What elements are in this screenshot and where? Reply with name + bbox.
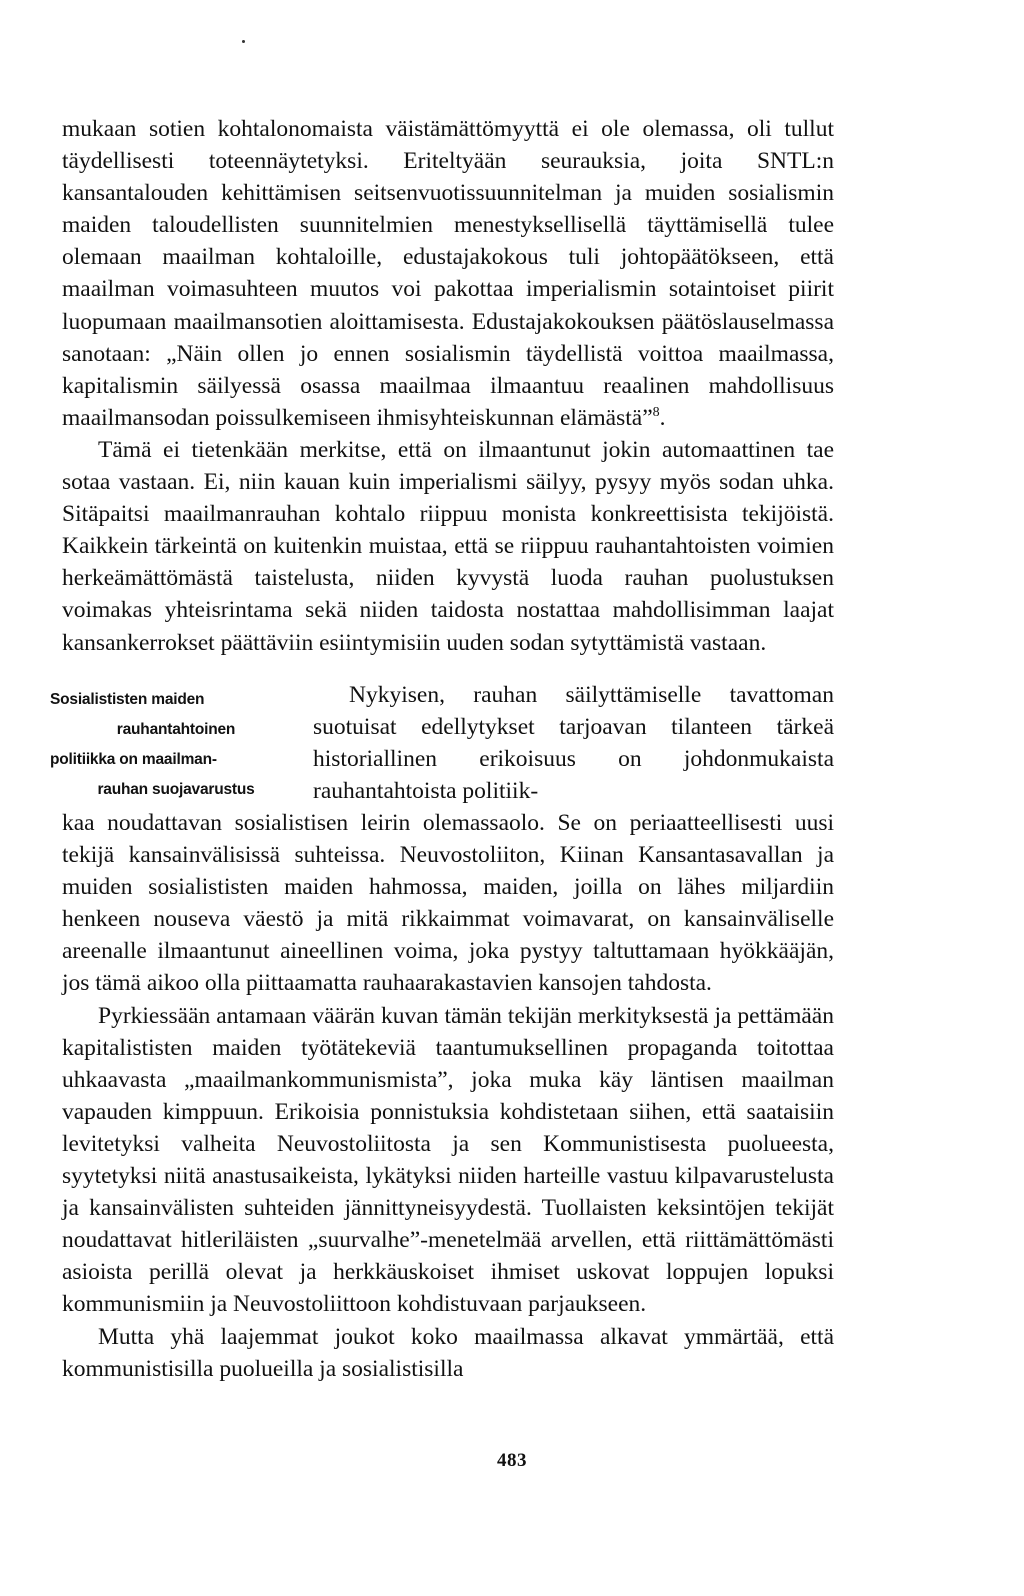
margin-heading xyxy=(50,685,302,805)
margin-heading-line: rauhantahtoinen xyxy=(116,721,236,738)
paragraph: Tämä ei tietenkään merkitse, että on ilmaantunut jokin automaattinen tae sotaa vastaan. Ei, niin kauan kuin imperialismi säilyy, pysyy myös sodan uhka. Sitäpaitsi maailmanrauhan kohtalo riippuu monista konkreettisista tekijöistä. Kaikkein tärkeintä on kuitenkin muistaa, että se riippuu rauhantahtoisten voimien herkeämättömästä taistelusta, niiden kyvystä luoda rauhan puolustuksen voimakas yhteisrintama sekä niiden taidosta nostattaa mahdollisimman laajat kansankerrokset päättäviin esiintymisiin uuden sodan sytyttämistä vastaan. xyxy=(62,436,834,656)
paragraph: Nykyisen, rauhan säilyttämiselle tavattoman suotuisat edellytykset tarjoavan tilanteen tärkeä historiallinen erikoisuus on johdonmukaista rauhantahtoista politiik- xyxy=(313,682,834,805)
paragraph: Mutta yhä laajemmat joukot koko maailmassa alkavat ymmärtää, että kommunistisilla puolueilla ja sosialistisilla xyxy=(62,1323,834,1382)
body-text-bottom xyxy=(62,807,834,1385)
page-number: 483 xyxy=(497,1450,527,1471)
margin-heading-line: rauhan suojavarustus xyxy=(97,781,255,798)
print-speck xyxy=(242,40,245,43)
body-text-beside-heading xyxy=(313,679,834,807)
paragraph: kaa noudattavan sosialistisen leirin olemassaolo. Se on periaatteellisesti uusi tekijä kansainvälisissä suhteissa. Neuvostoliiton, Kiinan Kansantasavallan ja muiden sosialististen maiden hahmossa, maiden, joilla on lähes miljardiin henkeen nouseva väestö ja mitä rikkaimmat voimavarat, on kansainväliselle areenalle ilmaantunut aineellinen voima, joka pystyy taltuttamaan hyökkääjän, jos tämä aikoo olla piittaamatta rauhaarakastavien kansojen tahdosta. xyxy=(62,810,834,997)
body-text-top xyxy=(62,113,834,659)
margin-heading-line: politiikka on maailman- xyxy=(50,751,217,768)
paragraph: Pyrkiessään antamaan väärän kuvan tämän tekijän merkityksestä ja pettämään kapitalististen maiden työtätekeviä taantumuksellinen propaganda toitottaa uhkaavasta „maailmankommunismista”, joka muka käy läntisen maailman vapauden kimppuun. Erikoisia ponnistuksia kohdistetaan siihen, että saataisiin levitetyksi valheita Neuvostoliitosta ja sen Kommunistisesta puolueesta, syytetyksi niitä anastusaikeista, lykätyksi niiden harteille vastuu kilpavarustelusta ja kansainvälisten suhteiden jännittyneisyydestä. Tuollaisten keksintöjen tekijät noudattavat hitleriläisten „suurvalhe”-menetelmää arvellen, että riittämättömästi asioista perillä olevat ja herkkäuskoiset ihmiset uskovat loppujen lopuksi kommunismiin ja Neuvostoliittoon kohdistuvaan parjaukseen. xyxy=(62,1002,834,1318)
footnote-marker-suffix: . xyxy=(659,404,666,431)
margin-heading-line: Sosialististen maiden xyxy=(50,691,205,708)
footnote-marker: 8 xyxy=(652,405,660,421)
paragraph-text: mukaan sotien kohtalonomaista väistämättömyyttä ei ole olemassa, oli tullut täydellisesti toteennäytetyksi. Eriteltyään seurauksia, joita SNTL:n kansantalouden kehittämisen seitsenvuotissuunnitelman ja muiden sosialismin maiden taloudellisten suunnitelmien menestyksellisellä täyttämisellä tulee olemaan maailman kohtaloille, edustajakokous tuli johtopäätökseen, että maailman voimasuhteen muutos voi pakottaa imperialismin sotaintoiset piirit luopumaan maailmansotien aloittamisesta. Edustajakokouksen päätöslauselmassa sanotaan: „Näin ollen jo ennen sosialismin täydellistä voittoa maailmassa, kapitalismin säilyessä osassa maailmaa ilmaantuu reaalinen mahdollisuus maailmansodan poissulkemiseen ihmisyhteiskunnan elämästä” xyxy=(62,116,834,431)
paragraph xyxy=(62,113,834,434)
